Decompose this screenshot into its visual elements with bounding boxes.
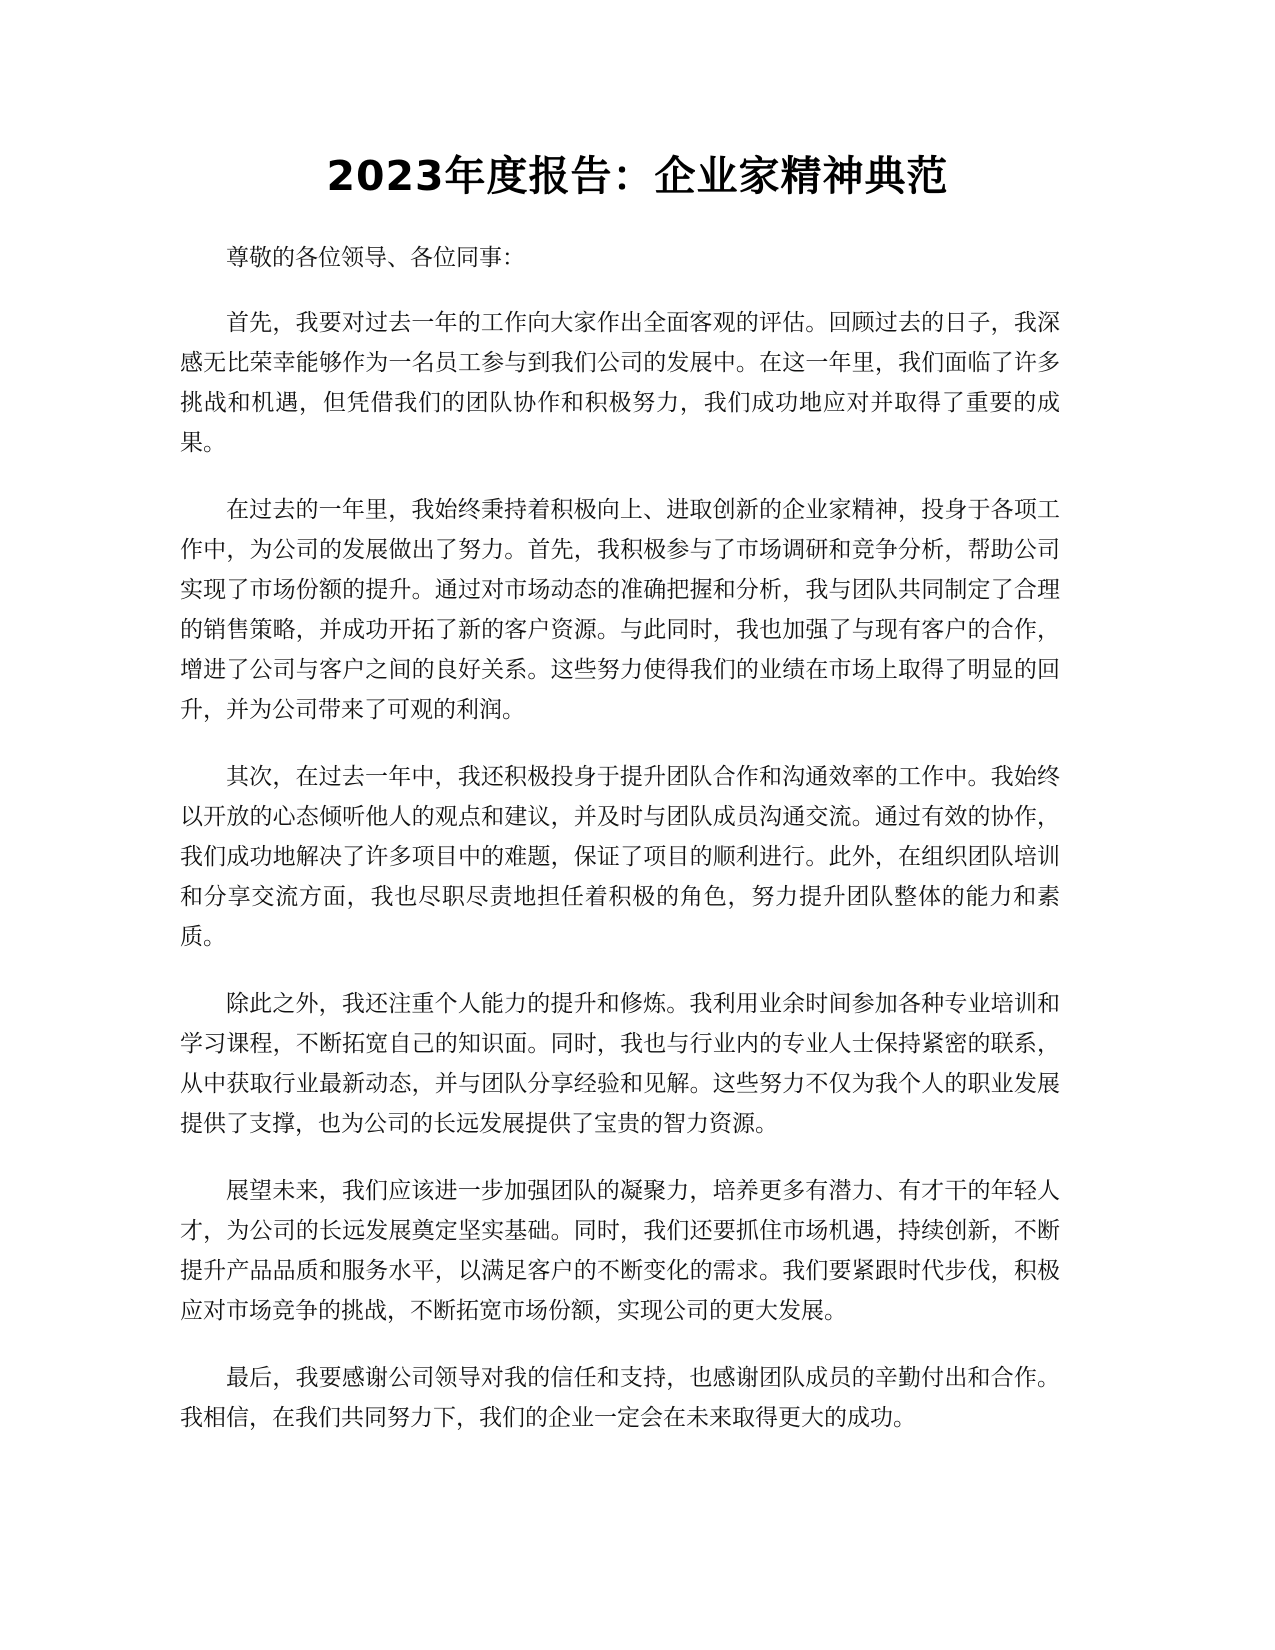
document-title: 2023年度报告：企业家精神典范 [326,152,949,200]
paragraph-entrepreneurship: 在过去的一年里，我始终秉持着积极向上、进取创新的企业家精神，投身于各项工作中，为公司的发展做出了努力。首先，我积极参与了市场调研和竞争分析，帮助公司实现了市场份额的提升。通过对市场动态的准确把握和分析，我与团队共同制定了合理的销售策略，并成功开拓了新的客户资源。与此同时，我也加强了与现有客户的合作，增进了公司与客户之间的良好关系。这些努力使得我们的业绩在市场上取得了明显的回升，并为公司带来了可观的利润。 [180,497,1060,723]
paragraph-evaluation: 首先，我要对过去一年的工作向大家作出全面客观的评估。回顾过去的日子，我深感无比荣幸能够作为一名员工参与到我们公司的发展中。在这一年里，我们面临了许多挑战和机遇，但凭借我们的团队协作和积极努力，我们成功地应对并取得了重要的成果。 [180,310,1060,456]
paragraph-teamwork: 其次，在过去一年中，我还积极投身于提升团队合作和沟通效率的工作中。我始终以开放的心态倾听他人的观点和建议，并及时与团队成员沟通交流。通过有效的协作，我们成功地解决了许多项目中的难题，保证了项目的顺利进行。此外，在组织团队培训和分享交流方面，我也尽职尽责地担任着积极的角色，努力提升团队整体的能力和素质。 [180,764,1060,950]
paragraph-closing: 最后，我要感谢公司领导对我的信任和支持，也感谢团队成员的辛勤付出和合作。我相信，在我们共同努力下，我们的企业一定会在未来取得更大的成功。 [180,1365,1060,1431]
document-body [180,238,1060,1465]
paragraph-outlook: 展望未来，我们应该进一步加强团队的凝聚力，培养更多有潜力、有才干的年轻人才，为公司的长远发展奠定坚实基础。同时，我们还要抓住市场机遇，持续创新，不断提升产品品质和服务水平，以满足客户的不断变化的需求。我们要紧跟时代步伐，积极应对市场竞争的挑战，不断拓宽市场份额，实现公司的更大发展。 [180,1178,1060,1324]
salutation: 尊敬的各位领导、各位同事： [226,245,525,271]
paragraph-self-improvement: 除此之外，我还注重个人能力的提升和修炼。我利用业余时间参加各种专业培训和学习课程，不断拓宽自己的知识面。同时，我也与行业内的专业人士保持紧密的联系，从中获取行业最新动态，并与团队分享经验和见解。这些努力不仅为我个人的职业发展提供了支撑，也为公司的长远发展提供了宝贵的智力资源。 [180,991,1060,1137]
